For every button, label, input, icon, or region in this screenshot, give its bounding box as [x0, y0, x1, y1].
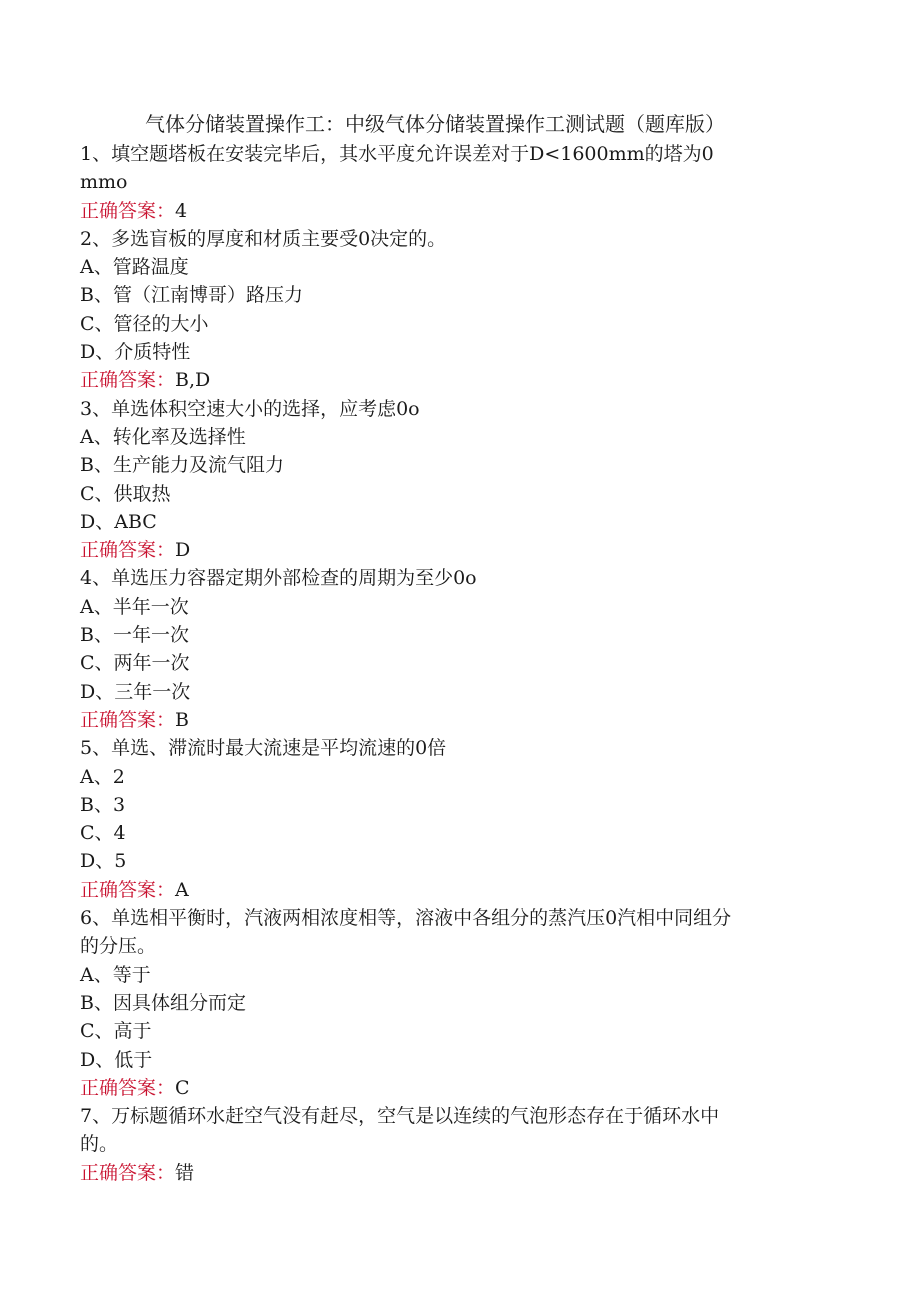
question-stem: 4、单选压力容器定期外部检查的周期为至少0o: [80, 567, 477, 590]
option-a: A、等于: [80, 963, 151, 986]
option-c: C、供取热: [80, 482, 171, 505]
option-a: A、2: [80, 765, 125, 788]
question-stem-continued: 的。: [80, 1133, 119, 1156]
answer-line: [80, 197, 840, 225]
option-d: D、5: [80, 850, 127, 873]
question-stem: 5、单选、滞流时最大流速是平均流速的0倍: [80, 737, 447, 760]
option-b: B、因具体组分而定: [80, 991, 246, 1014]
question-stem-continued: mmo: [80, 171, 128, 194]
answer-value: C: [175, 1076, 190, 1099]
answer-value: B: [175, 708, 189, 731]
answer-label: 正确答案：: [80, 708, 176, 731]
answer-label: 正确答案：: [80, 199, 176, 222]
answer-value: 错: [175, 1161, 195, 1184]
option-a: A、半年一次: [80, 595, 189, 618]
option-d: D、ABC: [80, 510, 157, 533]
question-stem: 2、多选盲板的厚度和材质主要受0决定的。: [80, 227, 447, 250]
option-b: B、3: [80, 793, 126, 816]
option-c: C、4: [80, 822, 126, 845]
option-b: B、管（江南博哥）路压力: [80, 284, 303, 307]
answer-value: A: [175, 878, 189, 901]
answer-line: [80, 1074, 840, 1102]
option-a: A、管路温度: [80, 256, 189, 279]
answer-value: B,D: [175, 369, 211, 392]
answer-line: [80, 1159, 840, 1187]
option-c: C、高于: [80, 1020, 152, 1043]
answer-value: D: [175, 539, 191, 562]
option-b: B、一年一次: [80, 624, 189, 647]
question-stem: 1、填空题塔板在安装完毕后，其水平度允许误差对于D<1600mm的塔为0: [80, 143, 714, 165]
question-stem: 3、单选体积空速大小的选择，应考虑0o: [80, 397, 420, 420]
document-title: 气体分储装置操作工：中级气体分储装置操作工测试题（题库版）: [145, 112, 725, 136]
option-c: C、两年一次: [80, 652, 190, 675]
question-stem-continued: 的分压。: [80, 935, 157, 958]
option-d: D、三年一次: [80, 680, 191, 703]
answer-line: [80, 876, 840, 904]
option-d: D、介质特性: [80, 341, 191, 364]
option-a: A、转化率及选择性: [80, 425, 246, 448]
question-stem: 6、单选相平衡时，汽液两相浓度相等，溶液中各组分的蒸汽压0汽相中同组分: [80, 907, 732, 930]
answer-line: [80, 706, 840, 734]
answer-line: [80, 366, 840, 394]
answer-value: 4: [175, 199, 188, 222]
option-c: C、管径的大小: [80, 312, 209, 335]
answer-line: [80, 536, 840, 564]
option-b: B、生产能力及流气阻力: [80, 454, 284, 477]
answer-label: 正确答案：: [80, 1076, 176, 1099]
option-d: D、低于: [80, 1048, 153, 1071]
answer-label: 正确答案：: [80, 878, 176, 901]
question-stem: 7、万标题循环水赶空气没有赶尽，空气是以连续的气泡形态存在于循环水中: [80, 1105, 720, 1128]
answer-label: 正确答案：: [80, 539, 176, 562]
answer-label: 正确答案：: [80, 369, 176, 392]
question-list: [80, 140, 840, 1187]
answer-label: 正确答案：: [80, 1161, 176, 1184]
